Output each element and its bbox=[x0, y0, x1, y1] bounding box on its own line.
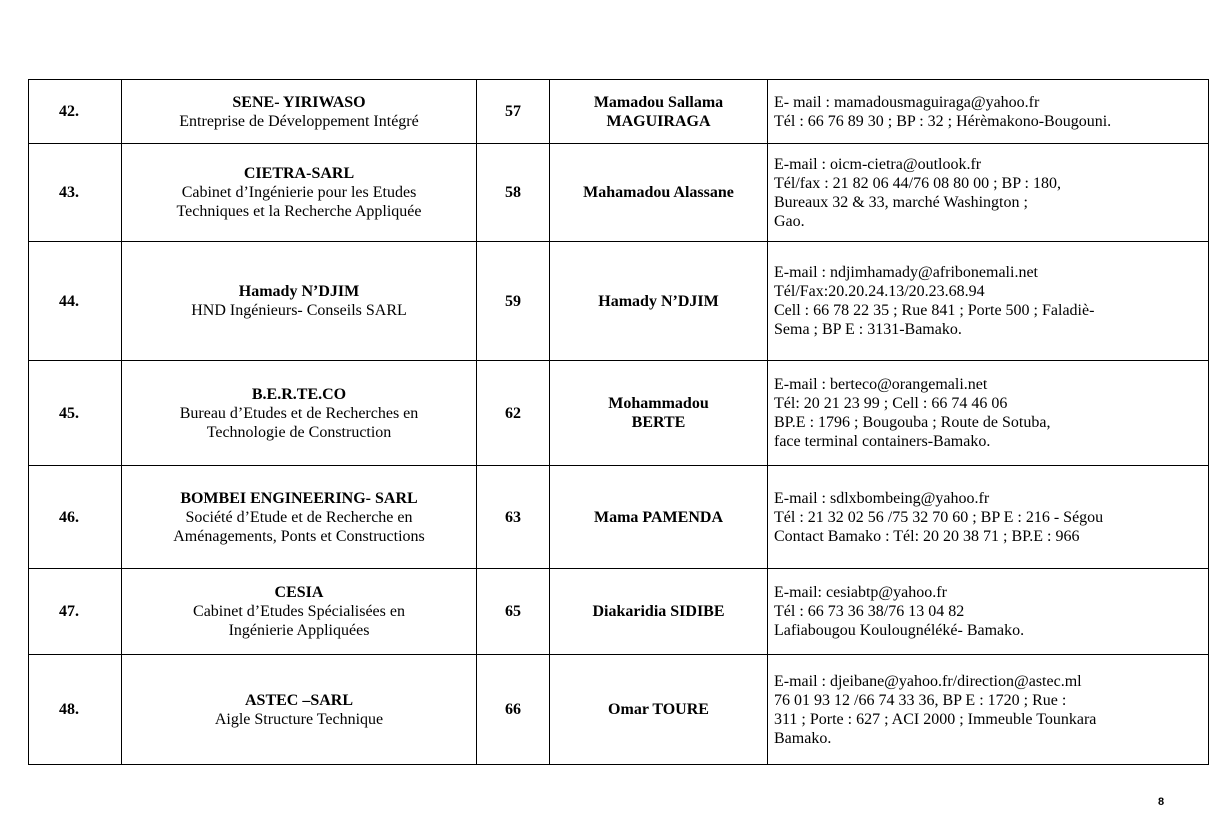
company-description: Techniques et la Recherche Appliquée bbox=[176, 203, 422, 220]
company-name: BOMBEI ENGINEERING- SARL bbox=[180, 489, 418, 507]
contact-person-line: Hamady N’DJIM bbox=[598, 292, 719, 310]
company-cell bbox=[122, 144, 477, 242]
contact-person-cell bbox=[550, 242, 768, 361]
contact-line: Contact Bamako : Tél: 20 20 38 71 ; BP.E : 966 bbox=[774, 527, 1080, 545]
table-row bbox=[29, 466, 1209, 569]
company-description: Cabinet d’Etudes Spécialisées en bbox=[193, 603, 405, 620]
contact-line: Cell : 66 78 22 35 ; Rue 841 ; Porte 500 ; Faladiè- bbox=[774, 302, 1095, 319]
contact-person-line: MAGUIRAGA bbox=[606, 112, 711, 130]
contact-line: E-mail: cesiabtp@yahoo.fr bbox=[774, 584, 947, 601]
contact-person-cell bbox=[550, 80, 768, 144]
contact-details-cell bbox=[768, 361, 1209, 466]
contact-line: BP.E : 1796 ; Bougouba ; Route de Sotuba, bbox=[774, 414, 1051, 431]
contact-line: 76 01 93 12 /66 74 33 36, BP E : 1720 ; Rue : bbox=[774, 691, 1067, 709]
company-name: CESIA bbox=[274, 584, 324, 601]
company-description: Aménagements, Ponts et Constructions bbox=[173, 527, 425, 545]
registration-code: 63 bbox=[477, 466, 550, 569]
row-number: 43. bbox=[29, 144, 122, 242]
registration-code: 59 bbox=[477, 242, 550, 361]
contact-details-cell bbox=[768, 242, 1209, 361]
contact-person-line: Mohammadou bbox=[608, 395, 709, 412]
company-cell bbox=[122, 242, 477, 361]
table-row bbox=[29, 569, 1209, 655]
company-description: Aigle Structure Technique bbox=[214, 710, 384, 728]
contact-person-line: Mama PAMENDA bbox=[593, 508, 723, 526]
table-row bbox=[29, 655, 1209, 765]
table-row bbox=[29, 361, 1209, 466]
contact-line: Tél/Fax:20.20.24.13/20.23.68.94 bbox=[774, 283, 985, 300]
contact-line: Tél : 66 76 89 30 ; BP : 32 ; Hérèmakono-Bougouni. bbox=[774, 112, 1112, 130]
table-row bbox=[29, 144, 1209, 242]
contact-line: E-mail : sdlxbombeing@yahoo.fr bbox=[774, 489, 990, 507]
contact-person-line: Omar TOURE bbox=[608, 701, 709, 718]
contact-line: Bamako. bbox=[774, 729, 832, 747]
contact-line: Sema ; BP E : 3131-Bamako. bbox=[774, 321, 962, 338]
table-row bbox=[29, 80, 1209, 144]
contact-line: Tél : 66 73 36 38/76 13 04 82 bbox=[774, 603, 965, 620]
company-cell bbox=[122, 569, 477, 655]
contact-person-cell bbox=[550, 655, 768, 765]
contact-line: Lafiabougou Koulougnéléké- Bamako. bbox=[774, 622, 1025, 639]
contact-details-cell bbox=[768, 144, 1209, 242]
company-cell bbox=[122, 361, 477, 466]
contact-person-cell bbox=[550, 569, 768, 655]
page-number: 8 bbox=[1158, 796, 1165, 808]
company-name: B.E.R.TE.CO bbox=[251, 385, 347, 403]
registration-code: 57 bbox=[477, 80, 550, 144]
contact-line: E-mail : oicm-cietra@outlook.fr bbox=[774, 155, 982, 173]
contact-details-cell bbox=[768, 466, 1209, 569]
contact-person-line: Mamadou Sallama bbox=[593, 93, 724, 111]
contact-line: Bureaux 32 & 33, marché Washington ; bbox=[774, 193, 1028, 211]
company-description: HND Ingénieurs- Conseils SARL bbox=[191, 302, 407, 319]
contact-line: 311 ; Porte : 627 ; ACI 2000 ; Immeuble Tounkara bbox=[774, 710, 1097, 728]
contact-line: Tél/fax : 21 82 06 44/76 08 80 00 ; BP : 180, bbox=[774, 174, 1061, 192]
contact-line: E-mail : djeibane@yahoo.fr/direction@astec.ml bbox=[774, 672, 1082, 690]
company-description: Ingénierie Appliquées bbox=[228, 622, 370, 639]
contact-person-line: BERTE bbox=[631, 414, 686, 431]
table-row bbox=[29, 242, 1209, 361]
company-name: ASTEC –SARL bbox=[244, 691, 354, 709]
contact-line: E-mail : berteco@orangemali.net bbox=[774, 376, 988, 393]
company-name: SENE- YIRIWASO bbox=[232, 93, 366, 111]
registration-code: 62 bbox=[477, 361, 550, 466]
company-description: Technologie de Construction bbox=[206, 423, 392, 441]
row-number: 47. bbox=[29, 569, 122, 655]
row-number: 45. bbox=[29, 361, 122, 466]
contact-line: E-mail : ndjimhamady@afribonemali.net bbox=[774, 264, 1038, 281]
registration-code: 58 bbox=[477, 144, 550, 242]
contact-details-cell bbox=[768, 569, 1209, 655]
contact-person-cell bbox=[550, 361, 768, 466]
row-number: 44. bbox=[29, 242, 122, 361]
contact-person-cell bbox=[550, 466, 768, 569]
registry-table bbox=[28, 79, 1209, 765]
registration-code: 65 bbox=[477, 569, 550, 655]
row-number: 46. bbox=[29, 466, 122, 569]
registration-code: 66 bbox=[477, 655, 550, 765]
contact-person-line: Diakaridia SIDIBE bbox=[592, 603, 725, 620]
company-description: Bureau d’Etudes et de Recherches en bbox=[179, 404, 419, 422]
contact-line: Gao. bbox=[774, 212, 805, 230]
contact-line: face terminal containers-Bamako. bbox=[774, 433, 991, 450]
contact-line: E- mail : mamadousmaguiraga@yahoo.fr bbox=[774, 93, 1040, 111]
company-cell bbox=[122, 655, 477, 765]
company-cell bbox=[122, 80, 477, 144]
contact-person-line: Mahamadou Alassane bbox=[583, 184, 734, 201]
contact-details-cell bbox=[768, 655, 1209, 765]
contact-line: Tél: 20 21 23 99 ; Cell : 66 74 46 06 bbox=[774, 395, 1008, 412]
company-name: CIETRA-SARL bbox=[243, 165, 355, 182]
contact-details-cell bbox=[768, 80, 1209, 144]
company-cell bbox=[122, 466, 477, 569]
company-name: Hamady N’DJIM bbox=[238, 283, 360, 300]
company-description: Société d’Etude et de Recherche en bbox=[185, 508, 413, 526]
contact-line: Tél : 21 32 02 56 /75 32 70 60 ; BP E : 216 - Ségou bbox=[774, 508, 1104, 526]
company-description: Entreprise de Développement Intégré bbox=[179, 112, 419, 130]
company-description: Cabinet d’Ingénierie pour les Etudes bbox=[181, 184, 417, 201]
row-number: 48. bbox=[29, 655, 122, 765]
contact-person-cell bbox=[550, 144, 768, 242]
row-number: 42. bbox=[29, 80, 122, 144]
